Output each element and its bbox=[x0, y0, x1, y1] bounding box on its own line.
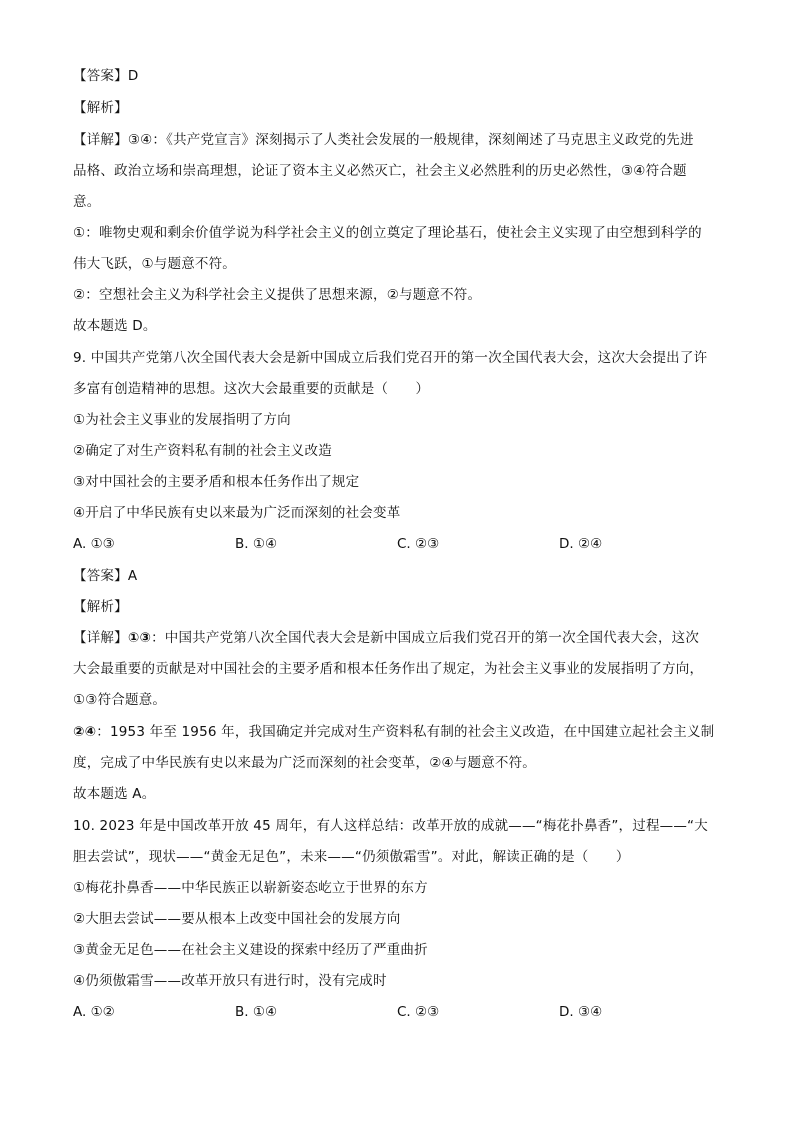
q9-item-4: ④开启了中华民族有史以来最为广泛而深刻的社会变革 bbox=[73, 505, 401, 521]
q10-option-b: B. ①④ bbox=[235, 1004, 278, 1020]
q10-option-d: D. ③④ bbox=[559, 1004, 603, 1020]
q8-conclusion: 故本题选 D。 bbox=[73, 318, 157, 334]
q8-detail-line-1 bbox=[73, 130, 733, 150]
q8-detail-line-4: ①：唯物史观和剩余价值学说为科学社会主义的创立奠定了理论基石，使社会主义实现了由空想到科学的 bbox=[73, 225, 702, 241]
answer-tag: 【答案】 bbox=[73, 68, 128, 84]
q8-detail-line-6: ②：空想社会主义为科学社会主义提供了思想来源，②与题意不符。 bbox=[73, 287, 482, 303]
detail-bold-marker: ②④ bbox=[73, 724, 97, 740]
q9-stem-line-1: 9. 中国共产党第八次全国代表大会是新中国成立后我们党召开的第一次全国代表大会，这次大会提出了许 bbox=[73, 350, 708, 366]
q8-detail-line-5: 伟大飞跃，①与题意不符。 bbox=[73, 256, 237, 272]
q10-item-3: ③黄金无足色——在社会主义建设的探索中经历了严重曲折 bbox=[73, 942, 428, 958]
detail-tag: 【详解】 bbox=[73, 132, 128, 148]
q9-detail-line-1 bbox=[73, 628, 733, 648]
q10-item-2: ②大胆去尝试——要从根本上改变中国社会的发展方向 bbox=[73, 911, 401, 927]
q8-analysis-tag: 【解析】 bbox=[73, 100, 128, 116]
q9-detail-line-3: ①③符合题意。 bbox=[73, 692, 167, 708]
q9-detail-line-2: 大会最重要的贡献是对中国社会的主要矛盾和根本任务作出了规定，为社会主义事业的发展指明了方向， bbox=[73, 661, 704, 677]
q9-option-a: A. ①③ bbox=[73, 536, 115, 552]
q10-item-4: ④仍须傲霜雪——改革开放只有进行时，没有完成时 bbox=[73, 973, 387, 989]
q10-option-a: A. ①② bbox=[73, 1004, 115, 1020]
detail-bold-marker: ①③ bbox=[127, 630, 152, 646]
q8-detail-line-2: 品格、政治立场和崇高理想，论证了资本主义必然灭亡，社会主义必然胜利的历史必然性，③④符合题 bbox=[73, 163, 687, 179]
q8-answer-line bbox=[73, 66, 733, 86]
detail-tag: 【详解】 bbox=[73, 630, 128, 646]
detail-text: ：1953 年至 1956 年，我国确定并完成对生产资料私有制的社会主义改造，在中国建立起社会主义制 bbox=[96, 724, 715, 740]
q8-detail-line-3: 意。 bbox=[73, 194, 101, 210]
q9-option-b: B. ①④ bbox=[235, 536, 278, 552]
q9-analysis-tag: 【解析】 bbox=[73, 599, 128, 615]
q9-detail-line-5: 度，完成了中华民族有史以来最为广泛而深刻的社会变革，②④与题意不符。 bbox=[73, 755, 537, 771]
q10-item-1: ①梅花扑鼻香——中华民族正以崭新姿态屹立于世界的东方 bbox=[73, 880, 428, 896]
detail-text: ：中国共产党第八次全国代表大会是新中国成立后我们党召开的第一次全国代表大会，这次 bbox=[151, 630, 700, 646]
answer-tag: 【答案】 bbox=[73, 568, 128, 584]
detail-text: ③④：《共产党宣言》深刻揭示了人类社会发展的一般规律，深刻阐述了马克思主义政党的先进 bbox=[127, 132, 694, 148]
q9-conclusion: 故本题选 A。 bbox=[73, 786, 156, 802]
q10-option-c: C. ②③ bbox=[397, 1004, 440, 1020]
q10-stem-line-2: 胆去尝试”，现状——“黄金无足色”，未来——“仍须傲霜雪”。对此，解读正确的是（ ） bbox=[73, 849, 630, 865]
q9-item-3: ③对中国社会的主要矛盾和根本任务作出了规定 bbox=[73, 474, 360, 490]
q10-options bbox=[73, 1002, 733, 1022]
q9-item-2: ②确定了对生产资料私有制的社会主义改造 bbox=[73, 443, 332, 459]
q9-detail-line-4 bbox=[73, 722, 733, 742]
answer-value: A bbox=[127, 568, 138, 584]
q9-answer-line bbox=[73, 566, 733, 586]
answer-value: D bbox=[127, 68, 139, 84]
q10-stem-line-1: 10. 2023 年是中国改革开放 45 周年，有人这样总结：改革开放的成就——“梅花扑鼻香”，过程——“大 bbox=[73, 818, 708, 834]
q9-option-d: D. ②④ bbox=[559, 536, 603, 552]
q9-options bbox=[73, 534, 733, 554]
q9-item-1: ①为社会主义事业的发展指明了方向 bbox=[73, 412, 291, 428]
q9-option-c: C. ②③ bbox=[397, 536, 440, 552]
q9-stem-line-2: 多富有创造精神的思想。这次大会最重要的贡献是（ ） bbox=[73, 381, 430, 397]
